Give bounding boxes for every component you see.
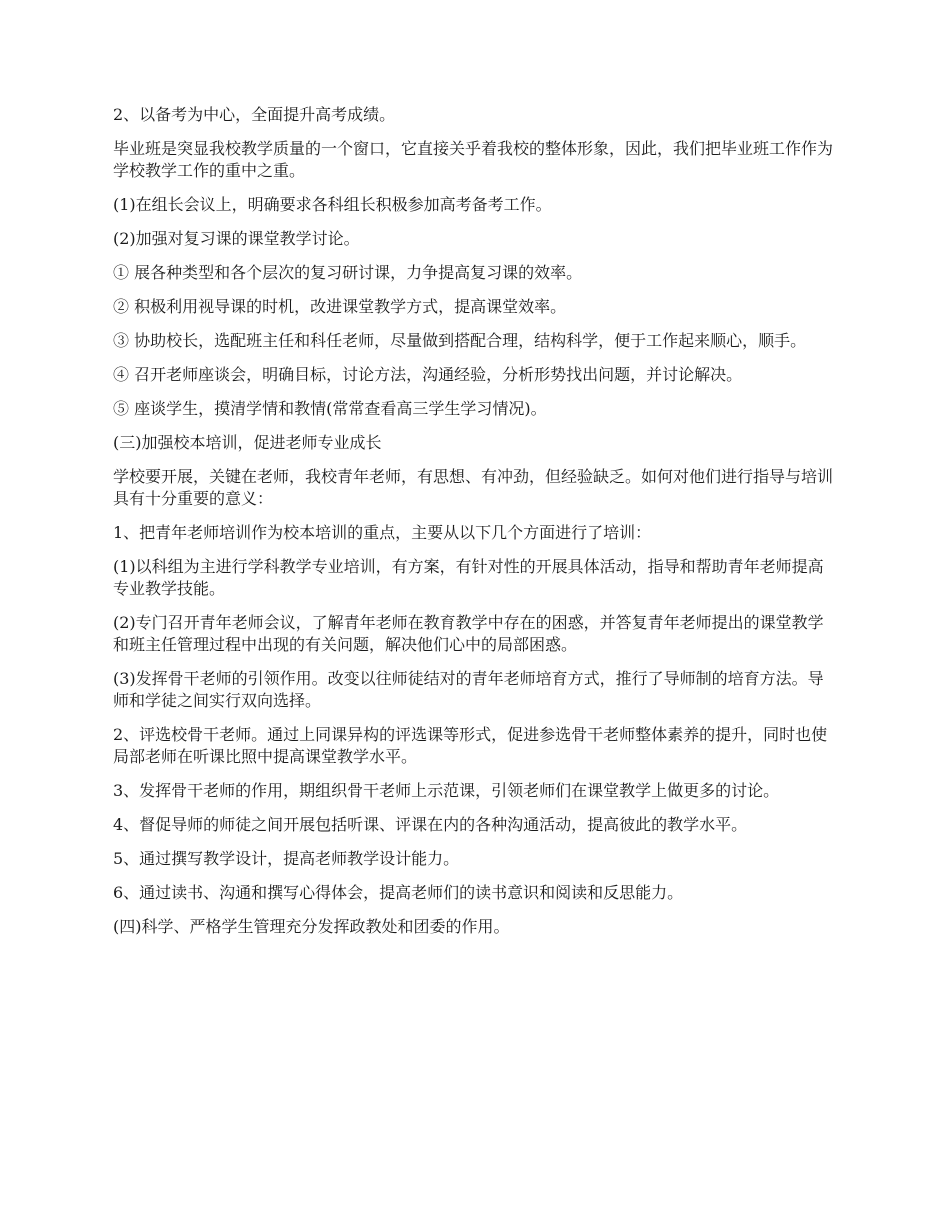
list-item: 1、把青年老师培训作为校本培训的重点，主要从以下几个方面进行了培训： bbox=[113, 523, 652, 542]
list-item: ⑤ 座谈学生，摸清学情和教情(常常查看高三学生学习情况)。 bbox=[113, 399, 547, 418]
section-heading: (四)科学、严格学生管理充分发挥政教处和团委的作用。 bbox=[113, 917, 510, 936]
list-item: 3、发挥骨干老师的作用，期组织骨干老师上示范课，引领老师们在课堂教学上做更多的讨论。 bbox=[113, 781, 780, 800]
list-item: ③ 协助校长，选配班主任和科任老师，尽量做到搭配合理，结构科学，便于工作起来顺心，顺手。 bbox=[113, 331, 807, 350]
list-item: 5、通过撰写教学设计，提高老师教学设计能力。 bbox=[113, 849, 460, 868]
paragraph: 毕业班是突显我校教学质量的一个窗口，它直接关乎着我校的整体形象，因此，我们把毕业班工作作为学校教学工作的重中之重。 bbox=[113, 139, 834, 180]
document-body bbox=[113, 104, 835, 950]
list-item: 4、督促导师的师徒之间开展包括听课、评课在内的各种沟通活动，提高彼此的教学水平。 bbox=[113, 815, 748, 834]
list-item: ① 展各种类型和各个层次的复习研讨课，力争提高复习课的效率。 bbox=[113, 263, 583, 282]
list-item: (1)在组长会议上，明确要求各科组长积极参加高考备考工作。 bbox=[113, 195, 552, 214]
section-heading: 2、以备考为中心，全面提升高考成绩。 bbox=[113, 105, 396, 124]
list-item: 2、评选校骨干老师。通过上同课异构的评选课等形式，促进参选骨干老师整体素养的提升，同时也使局部老师在听课比照中提高课堂教学水平。 bbox=[113, 725, 828, 766]
list-item: ② 积极利用视导课的时机，改进课堂教学方式，提高课堂效率。 bbox=[113, 297, 567, 316]
list-item: ④ 召开老师座谈会，明确目标，讨论方法，沟通经验，分析形势找出问题，并讨论解决。 bbox=[113, 365, 743, 384]
section-heading: (三)加强校本培训，促进老师专业成长 bbox=[113, 433, 382, 452]
list-item: (1)以科组为主进行学科教学专业培训，有方案，有针对性的开展具体活动，指导和帮助青年老师提高专业教学技能。 bbox=[113, 557, 824, 598]
paragraph: 学校要开展，关键在老师，我校青年老师，有思想、有冲劲，但经验缺乏。如何对他们进行指导与培训具有十分重要的意义： bbox=[113, 467, 834, 508]
list-item: (2)加强对复习课的课堂教学讨论。 bbox=[113, 229, 360, 248]
list-item: (2)专门召开青年老师会议，了解青年老师在教育教学中存在的困惑，并答复青年老师提出的课堂教学和班主任管理过程中出现的有关问题，解决他们心中的局部困惑。 bbox=[113, 613, 824, 654]
list-item: (3)发挥骨干老师的引领作用。改变以往师徒结对的青年老师培育方式，推行了导师制的培育方法。导师和学徒之间实行双向选择。 bbox=[113, 669, 824, 710]
list-item: 6、通过读书、沟通和撰写心得体会，提高老师们的读书意识和阅读和反思能力。 bbox=[113, 883, 684, 902]
